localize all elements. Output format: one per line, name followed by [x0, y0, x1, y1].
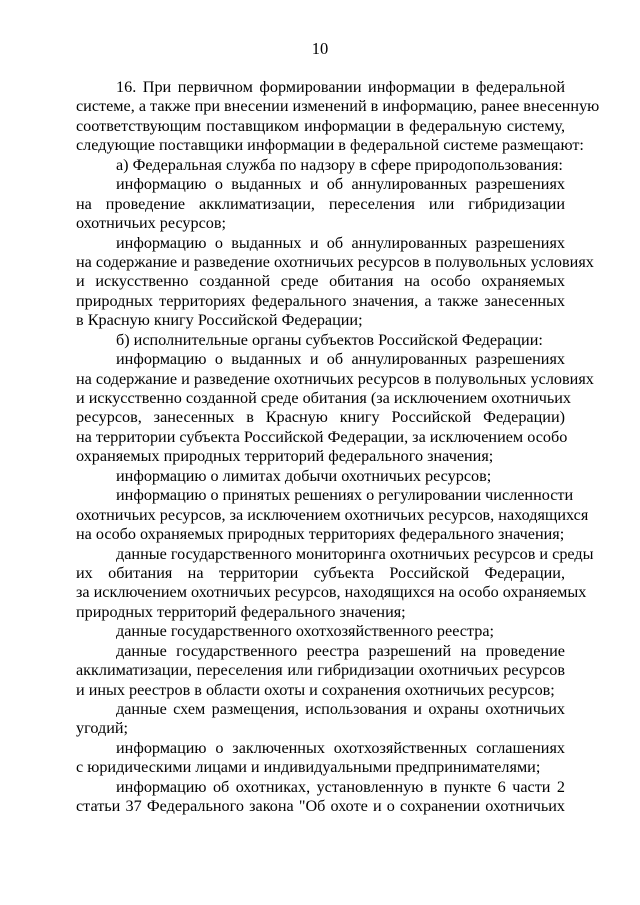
page-number: 10 — [311, 39, 329, 58]
text-line: за исключением охотничьих ресурсов, находящихся на особо охраняемых — [76, 583, 587, 602]
document-body — [76, 78, 600, 817]
text-line: и искусственно созданной среде обитания (за исключением охотничьих — [76, 389, 571, 407]
text-line: природных территорий федерального значения; — [76, 602, 406, 621]
text-line: информацию о выданных и об аннулированных разрешениях — [116, 233, 565, 252]
text-line: в Красную книгу Российской Федерации; — [76, 311, 363, 330]
text-line: данные государственного охотхозяйственного реестра; — [116, 622, 495, 641]
text-line: с юридическими лицами и индивидуальными предпринимателями; — [76, 758, 541, 777]
text-line: охраняемых природных территорий федерального значения; — [76, 447, 494, 466]
text-line: данные государственного реестра разрешений на проведение — [116, 641, 565, 660]
text-line: акклиматизации, переселения или гибридизации охотничьих ресурсов — [76, 661, 565, 680]
text-line: на проведение акклиматизации, переселения или гибридизации — [76, 194, 565, 213]
text-line: и иных реестров в области охоты и сохранения охотничьих ресурсов; — [76, 680, 555, 699]
text-line: соответствующим поставщиком информации в федеральную систему, — [76, 116, 565, 135]
text-line: 16. При первичном формировании информации в федеральной — [116, 78, 565, 96]
text-line: данные государственного мониторинга охотничьих ресурсов и среды — [116, 544, 594, 563]
text-line: ресурсов, занесенных в Красную книгу Российской Федерации) — [76, 408, 565, 427]
text-line: информацию о лимитах добычи охотничьих ресурсов; — [116, 466, 492, 485]
text-line: информацию о принятых решениях о регулировании численности — [116, 486, 574, 505]
text-line: следующие поставщики информации в федеральной системе размещают: — [76, 136, 584, 155]
text-line: информацию об охотниках, установленную в пункте 6 части 2 — [116, 777, 565, 796]
text-line: а) Федеральная служба по надзору в сфере природопользования: — [116, 155, 563, 174]
text-line: информацию о выданных и об аннулированных разрешениях — [116, 350, 565, 369]
text-line: на содержание и разведение охотничьих ресурсов в полувольных условиях — [76, 252, 594, 271]
text-line: на содержание и разведение охотничьих ресурсов в полувольных условиях — [76, 369, 594, 388]
text-line: информацию о выданных и об аннулированных разрешениях — [116, 175, 565, 194]
text-line: охотничьих ресурсов; — [76, 214, 227, 233]
text-line: и искусственно созданной среде обитания на особо охраняемых — [76, 272, 565, 291]
text-line: охотничьих ресурсов, за исключением охотничьих ресурсов, находящихся — [76, 505, 589, 524]
text-line: природных территориях федерального значения, а также занесенных — [76, 291, 565, 310]
text-line: системе, а также при внесении изменений в информацию, ранее внесенную — [76, 97, 600, 116]
text-line: их обитания на территории субъекта Российской Федерации, — [76, 563, 565, 582]
text-line: информацию о заключенных охотхозяйственных соглашениях — [116, 738, 565, 757]
text-line: статьи 37 Федерального закона "Об охоте и о сохранении охотничьих — [76, 797, 565, 816]
text-line: данные схем размещения, использования и охраны охотничьих — [116, 700, 565, 718]
text-line: на особо охраняемых природных территориях федерального значения; — [76, 525, 565, 544]
text-line: угодий; — [76, 719, 129, 738]
text-line: на территории субъекта Российской Федерации, за исключением особо — [76, 427, 568, 446]
text-line: б) исполнительные органы субъектов Российской Федерации: — [116, 330, 543, 349]
